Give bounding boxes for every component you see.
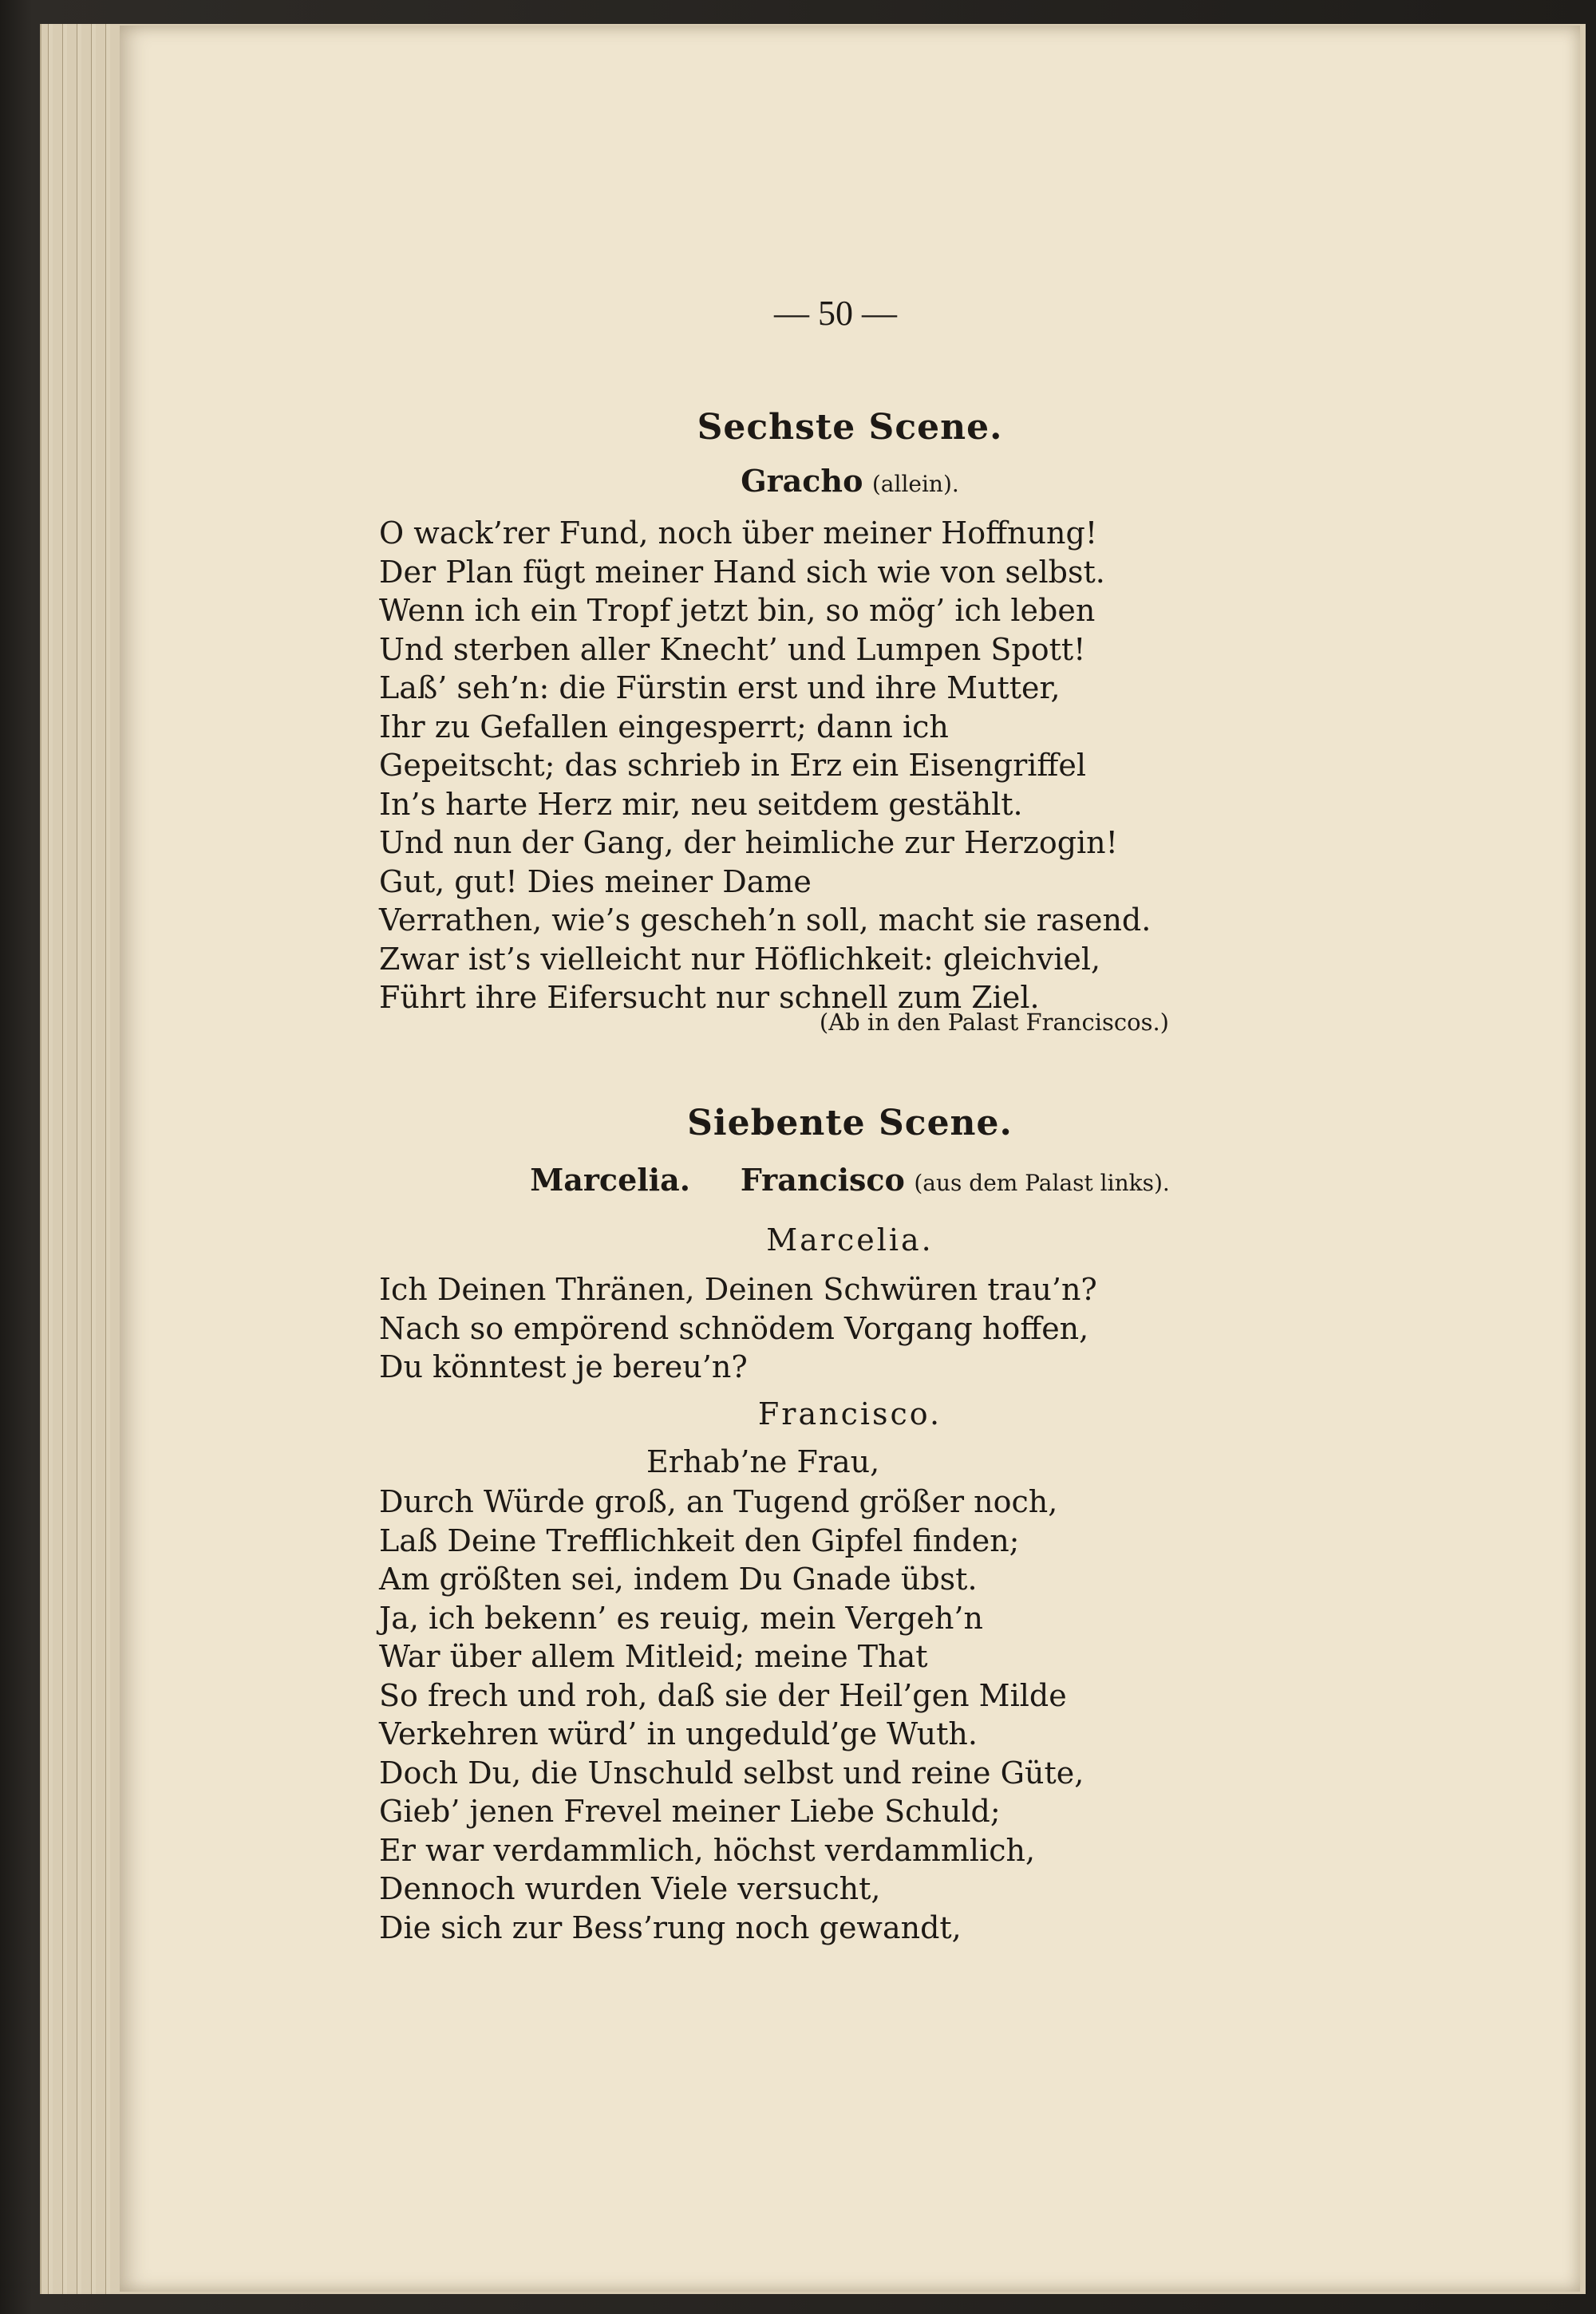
verse-line: Nach so empörend schnödem Vorgang hoffen, (379, 1310, 1089, 1346)
page-edge (48, 24, 53, 2294)
role-heading: Marcelia. (766, 1222, 934, 1258)
verse-line: Doch Du, die Unschuld selbst und reine Güte, (379, 1755, 1084, 1791)
verse-line: War über allem Mitleid; meine That (379, 1639, 928, 1674)
speaker-heading (120, 463, 1580, 499)
verse-line: Dennoch wurden Viele versucht, (379, 1871, 881, 1906)
verse-block (379, 514, 1468, 1017)
verse-line: Verkehren würd’ in ungeduld’ge Wuth. (379, 1716, 978, 1751)
speaker-name: Francisco (740, 1162, 905, 1198)
verse-line: Erhab’ne Frau, (646, 1444, 880, 1479)
verse-line: Und sterben aller Knecht’ und Lumpen Spott! (379, 631, 1086, 667)
page-edge (77, 24, 81, 2294)
verse-line: Wenn ich ein Tropf jetzt bin, so mög’ ich leben (379, 593, 1096, 628)
speaker-note: (allein). (871, 471, 959, 497)
stage-direction: (Ab in den Palast Franciscos.) (819, 1009, 1169, 1036)
speaker-name: Gracho (741, 463, 863, 499)
verse-line: Verrathen, wie’s gescheh’n soll, macht sie rasend. (379, 902, 1152, 938)
verse-block (379, 1483, 1468, 1947)
verse-line: Laß’ seh’n: die Fürstin erst und ihre Mutter, (379, 670, 1061, 705)
verse-block (379, 1270, 1468, 1387)
speaker-heading (120, 1162, 1580, 1198)
verse-line: Laß Deine Trefflichkeit den Gipfel finden; (379, 1522, 1020, 1558)
scene-title: Siebente Scene. (687, 1103, 1013, 1143)
book-page (120, 26, 1580, 2292)
verse-line: Durch Würde groß, an Tugend größer noch, (379, 1484, 1058, 1519)
verse-line: Und nun der Gang, der heimliche zur Herzogin! (379, 825, 1118, 860)
verse-line: Du könntest je bereu’n? (379, 1349, 748, 1384)
verse-line: Gieb’ jenen Frevel meiner Liebe Schuld; (379, 1794, 1001, 1829)
verse-line: Zwar ist’s vielleicht nur Höflichkeit: gleichviel, (379, 941, 1101, 977)
verse-line: Er war verdammlich, höchst verdammlich, (379, 1832, 1036, 1868)
page-edge (105, 24, 110, 2294)
verse-line: Ich Deinen Thränen, Deinen Schwüren trau’n? (379, 1272, 1097, 1307)
verse-line: So frech und roh, daß sie der Heil’gen Milde (379, 1677, 1067, 1713)
verse-line: Gepeitscht; das schrieb in Erz ein Eisengriffel (379, 748, 1087, 783)
page-number: — 50 — (774, 294, 897, 333)
scene-title: Sechste Scene. (697, 407, 1003, 448)
role-heading: Francisco. (757, 1396, 942, 1431)
verse-line: Gut, gut! Dies meiner Dame (379, 863, 812, 899)
verse-line: Der Plan fügt meiner Hand sich wie von selbst. (379, 554, 1105, 590)
verse-line: In’s harte Herz mir, neu seitdem gestählt. (379, 786, 1023, 822)
verse-line: Ihr zu Gefallen eingesperrt; dann ich (379, 709, 949, 744)
verse-line: Ja, ich bekenn’ es reuig, mein Vergeh’n (379, 1600, 983, 1636)
page-edge (91, 24, 96, 2294)
verse-line: O wack’rer Fund, noch über meiner Hoffnung! (379, 515, 1098, 551)
speaker-name: Marcelia. (530, 1162, 690, 1198)
verse-line: Führt ihre Eifersucht nur schnell zum Ziel. (379, 980, 1040, 1015)
speaker-note: (aus dem Palast links). (914, 1170, 1170, 1196)
page-edge (62, 24, 67, 2294)
verse-line: Die sich zur Bess’rung noch gewandt, (379, 1909, 962, 1945)
verse-line: Am größten sei, indem Du Gnade übst. (379, 1562, 978, 1597)
